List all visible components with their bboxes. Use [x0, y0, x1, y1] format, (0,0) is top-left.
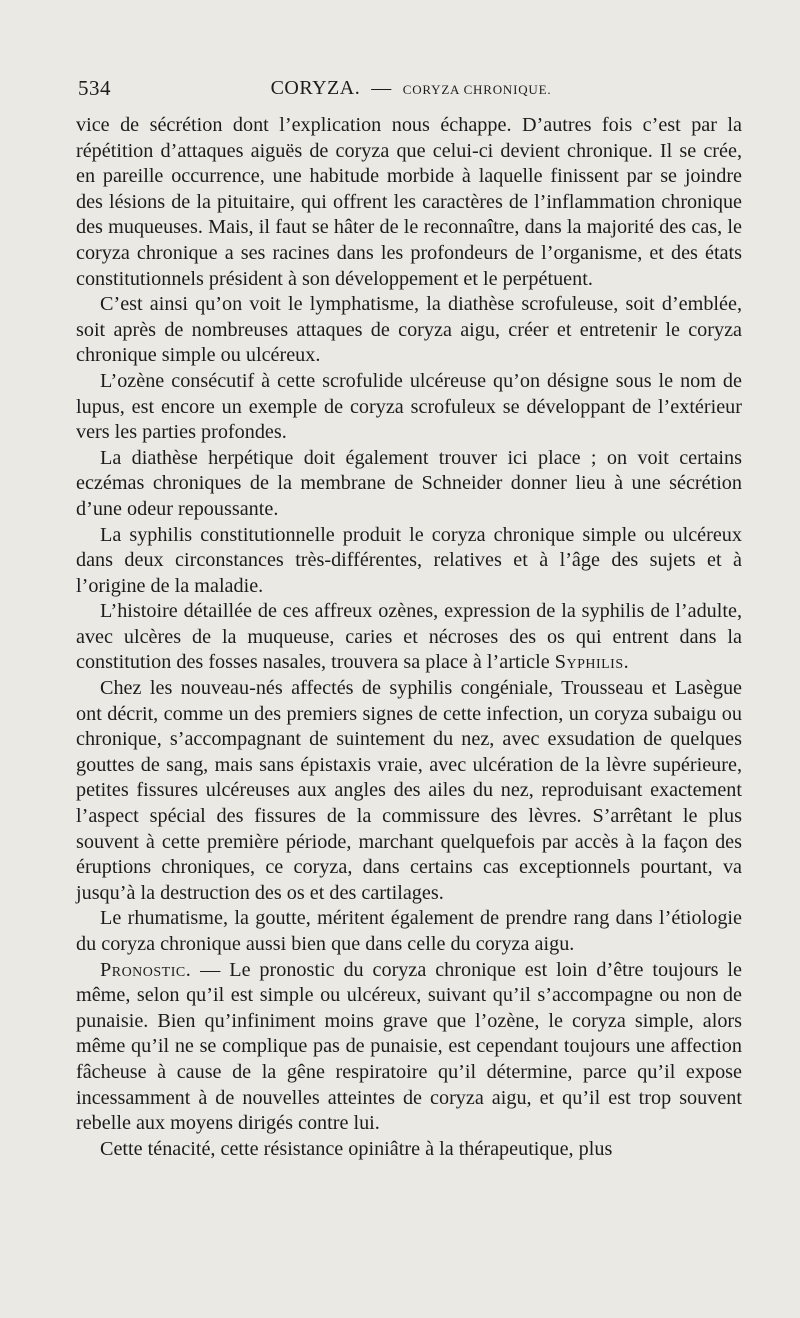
paragraph-histoire-ozenes	[76, 599, 742, 676]
section-heading-pronostic: Pronostic.	[100, 958, 192, 981]
running-head	[78, 77, 744, 100]
paragraph-ozene-lupus: L’ozène consécutif à cette scrofulide ulcéreuse qu’on désigne sous le nom de lupus, est encore un exemple de coryza scrofuleux se développant de l’extérieur vers les parties profondes.	[76, 369, 742, 444]
paragraph-diathese-herpetique: La diathèse herpétique doit également trouver ici place ; on voit certains eczémas chroniques de la membrane de Schneider donner lieu à une sécrétion d’une odeur repoussante.	[76, 446, 742, 520]
paragraph-pronostic-text: — Le pronostic du coryza chronique est loin d’être toujours le même, selon qu’il est simple ou ulcéreux, suivant qu’il s’accompagne ou non de punaisie. Bien qu’infiniment moins grave que l’ozène, le coryza simple, alors même qu’il ne se complique pas de punaisie, est cependant toujours une affection fâcheuse à cause de la gêne respiratoire qu’il détermine, parce qu’il expose incessamment à de nouvelles atteintes de coryza aigu, et qu’il est trop souvent rebelle aux moyens dirigés contre lui.	[76, 958, 742, 1135]
paragraph-continuation: vice de sécrétion dont l’explication nous échappe. D’autres fois c’est par la répétition d’attaques aiguës de coryza que celui-ci devient chronique. Il se crée, en pareille occurrence, une habitude morbide à laquelle finissent par se joindre des lésions de la pituitaire, qui offrent les caractères de l’inflammation chronique des muqueuses. Mais, il faut se hâter de le reconnaître, dans la majorité des cas, le coryza chronique a ses racines dans les profondeurs de l’organisme, et des états constitutionnels président à son développement et le perpétuent.	[76, 114, 742, 290]
running-head-dash: —	[371, 77, 392, 99]
running-head-title: CORYZA.	[270, 77, 361, 99]
running-head-subtitle: CORYZA CHRONIQUE.	[402, 82, 552, 97]
page-header	[78, 76, 744, 106]
page-number: 534	[78, 76, 111, 100]
paragraph-tenacite: Cette ténacité, cette résistance opiniâtre à la thérapeutique, plus	[100, 1137, 613, 1160]
paragraph-pronostic	[76, 958, 742, 1137]
body-text	[76, 113, 742, 1162]
paragraph-rhumatisme: Le rhumatisme, la goutte, méritent également de prendre rang dans l’étiologie du coryza chronique aussi bien que dans celle du coryza aigu.	[76, 907, 742, 955]
paragraph-histoire-text: L’histoire détaillée de ces affreux ozènes, expression de la syphilis de l’adulte, avec ulcères de la muqueuse, caries et nécroses des os qui entrent dans la constitution des fosses nasales, trouvera sa place à l’article	[76, 600, 742, 674]
paragraph-lymphatisme: C’est ainsi qu’on voit le lymphatisme, la diathèse scrofuleuse, soit d’emblée, soit après de nombreuses attaques de coryza aigu, créer et entretenir le coryza chronique simple ou ulcéreux.	[76, 293, 742, 367]
article-reference-syphilis: Syphilis.	[554, 651, 630, 674]
paragraph-nouveau-nes: Chez les nouveau-nés affectés de syphilis congéniale, Trousseau et Lasègue ont décrit, comme un des premiers signes de cette infection, un coryza subaigu ou chronique, s’accompagnant de suintement du nez, avec exsudation de quelques gouttes de sang, mais sans épistaxis vraie, avec ulcération de la lèvre supérieure, petites fissures ulcéreuses aux angles des ailes du nez, reproduisant exactement l’aspect spécial des fissures de la commissure des lèvres. S’arrêtant le plus souvent à cette première période, marchant quelquefois par accès à la façon des éruptions chroniques, ce coryza, dans certains cas exceptionnels pourtant, va jusqu’à la destruction des os et des cartilages.	[76, 677, 742, 904]
paragraph-syphilis-constitutionnelle: La syphilis constitutionnelle produit le coryza chronique simple ou ulcéreux dans deux circonstances très-différentes, relatives et à l’âge des sujets et à l’origine de la maladie.	[76, 523, 742, 597]
